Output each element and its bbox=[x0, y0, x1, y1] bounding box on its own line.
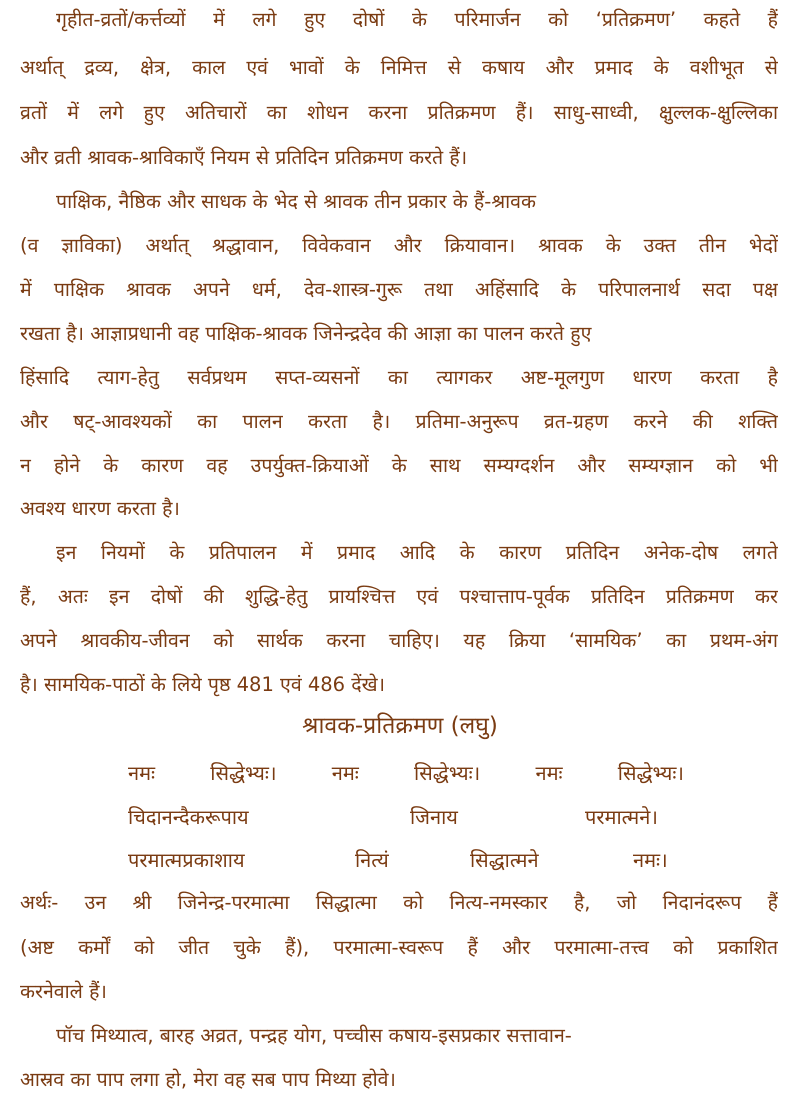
meaning-line-3: करनेवाले हैं। bbox=[20, 980, 107, 1003]
para4-line-2: आस्रव का पाप लगा हो, मेरा वह सब पाप मिथ्या होवे। bbox=[20, 1068, 396, 1091]
verse-line-2-word-2: जिनाय bbox=[410, 805, 458, 829]
para2-line-8: अवश्य धारण करता है। bbox=[20, 497, 180, 520]
verse-line-3-word-4: नमः। bbox=[633, 848, 668, 872]
para3-line-3: अपने श्रावकीय-जीवन को सार्थक करना चाहिए। यह क्रिया ‘सामयिक’ का प्रथम-अंग bbox=[20, 629, 778, 652]
para2-line-6: और षट्-आवश्यकों का पालन करता है। प्रतिमा-अनुरूप व्रत-ग्रहण करने की शक्ति bbox=[20, 410, 778, 433]
para1-line-3: व्रतों में लगे हुए अतिचारों का शोधन करना प्रतिक्रमण हैं। साधु-साध्वी, क्षुल्लक-क्षुल्लिका bbox=[20, 101, 778, 124]
para1-line-2: अर्थात् द्रव्य, क्षेत्र, काल एवं भावों के निमित्त से कषाय और प्रमाद के वशीभूत से bbox=[20, 56, 778, 79]
verse-line-2-word-3: परमात्मने। bbox=[585, 805, 658, 829]
verse-line-3-word-2: नित्यं bbox=[355, 848, 389, 872]
para1-line-1: गृहीत-व्रतों/कर्त्तव्यों में लगे हुए दोषों के परिमार्जन को ‘प्रतिक्रमण’ कहते हैं bbox=[56, 8, 778, 31]
para3-line-1: इन नियमों के प्रतिपालन में प्रमाद आदि के कारण प्रतिदिन अनेक-दोष लगते bbox=[56, 541, 778, 564]
meaning-line-1: अर्थः- उन श्री जिनेन्द्र-परमात्मा सिद्धात्मा को नित्य-नमस्कार है, जो निदानंदरूप हैं bbox=[20, 891, 778, 914]
para2-line-5: हिंसादि त्याग-हेतु सर्वप्रथम सप्त-व्यसनों का त्यागकर अष्ट-मूलगुण धारण करता है bbox=[20, 366, 778, 389]
para2-line-2: (व ज्ञाविका) अर्थात् श्रद्धावान, विवेकवान और क्रियावान। श्रावक के उक्त तीन भेदों bbox=[20, 234, 778, 257]
para3-line-2: हैं, अतः इन दोषों की शुद्धि-हेतु प्रायश्चित्त एवं पश्चात्ताप-पूर्वक प्रतिदिन प्रतिक्रमण कर bbox=[20, 585, 778, 608]
para2-line-4: रखता है। आज्ञाप्रधानी वह पाक्षिक-श्रावक जिनेन्द्रदेव की आज्ञा का पालन करते हुए bbox=[20, 322, 592, 345]
para4-line-1: पॉच मिथ्यात्व, बारह अव्रत, पन्द्रह योग, पच्चीस कषाय-इसप्रकार सत्तावान- bbox=[56, 1024, 572, 1047]
para2-line-1: पाक्षिक, नैष्ठिक और साधक के भेद से श्रावक तीन प्रकार के हैं-श्रावक bbox=[56, 190, 536, 213]
para1-line-4: और व्रती श्रावक-श्राविकाएँ नियम से प्रतिदिन प्रतिक्रमण करते हैं। bbox=[20, 146, 468, 169]
verse-line-3-word-3: सिद्धात्मने bbox=[470, 848, 539, 872]
verse-line-1: नमः सिद्धेभ्यः। नमः सिद्धेभ्यः। नमः सिद्धेभ्यः। bbox=[128, 761, 684, 785]
para3-line-4: है। सामयिक-पाठों के लिये पृष्ठ 481 एवं 486 देंखे। bbox=[20, 673, 385, 696]
meaning-line-2: (अष्ट कर्मों को जीत चुके हैं), परमात्मा-स्वरूप हैं और परमात्मा-तत्त्व को प्रकाशित bbox=[20, 936, 778, 959]
para2-line-7: न होने के कारण वह उपर्युक्त-क्रियाओं के साथ सम्यग्दर्शन और सम्यग्ज्ञान को भी bbox=[20, 454, 778, 477]
verse-line-3-word-1: परमात्मप्रकाशाय bbox=[128, 848, 245, 872]
para2-line-3: में पाक्षिक श्रावक अपने धर्म, देव-शास्त्र-गुरू तथा अहिंसादि के परिपालनार्थ सदा पक्ष bbox=[20, 278, 778, 301]
section-title: श्रावक-प्रतिक्रमण (लघु) bbox=[302, 713, 498, 739]
verse-line-2-word-1: चिदानन्दैकरूपाय bbox=[128, 805, 249, 829]
